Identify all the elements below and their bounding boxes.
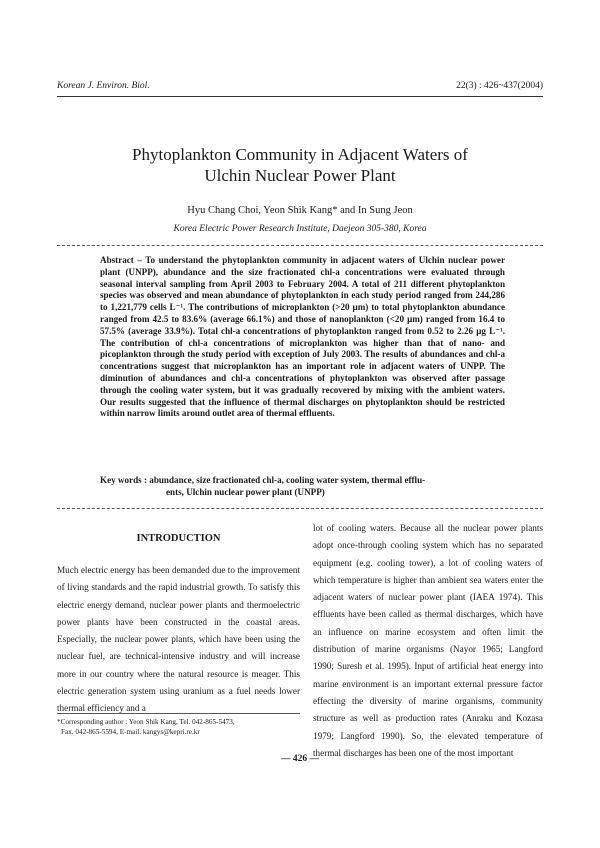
journal-name: Korean J. Environ. Biol. (57, 81, 150, 91)
paper-title (60, 144, 540, 186)
keywords-label: Key words : (100, 475, 147, 485)
abstract-top-rule (57, 245, 543, 246)
header-rule (57, 96, 543, 97)
keywords-line-1: abundance, size fractionated chl-a, cooling water system, thermal efflu- (149, 475, 426, 485)
title-line-1: Phytoplankton Community in Adjacent Waters of (132, 145, 468, 164)
keywords-bottom-rule (57, 508, 543, 509)
corresponding-author-footnote (57, 717, 300, 737)
footnote-line-2: Fax. 042-865-5594, E-mail. kangys@kepri.re.kr (61, 728, 200, 736)
keywords (100, 474, 505, 498)
page-number: — 426 — (281, 754, 319, 764)
volume-info: 22(3) : 426~437(2004) (456, 81, 543, 91)
affiliation: Korea Electric Power Research Institute, Daejeon 305-380, Korea (173, 224, 427, 234)
intro-right-column: lot of cooling waters. Because all the nuclear power plants adopt once-through cooling system which has no separated equipment (e.g. cooling tower), a lot of cooling waters of which temperature is higher than ambient sea waters enter the adjacent waters of nuclear power plant (IAEA 1974). This effluents have been called as thermal discharges, which have an influence on marine ecosystem and often limit the distribution of marine organisms (Nayor 1965; Langford 1990; Suresh et al. 1995). Input of artificial heat energy into marine environment is an important external pressure factor effecting the diversity of marine organisms, community structure as well as production rates (Anraku and Kozasa 1979; Langford 1990). So, the elevated temperature of thermal discharges has been one of the most important (313, 523, 543, 758)
abstract-label: Abstract (100, 255, 134, 265)
section-heading-introduction: INTRODUCTION (136, 533, 221, 544)
title-line-2: Ulchin Nuclear Power Plant (204, 166, 396, 185)
footnote-rule (57, 713, 300, 714)
keywords-line-2: ents, Ulchin nuclear power plant (UNPP) (166, 487, 325, 497)
abstract-text: – To understand the phytoplankton community in adjacent waters of Ulchin nuclear power plant (UNPP), abundance and the size fractionated chl-a concentrations were evaluated through seasonal interval sampling from April 2003 to February 2004. A total of 211 different phytoplankton species was observed and mean abundance of phytoplankton in each study period ranged from 244,286 to 1,221,779 cells L⁻¹. The contributions of microplankton (>20 μm) to total phytoplankton abundance ranged from 42.5 to 83.6% (average 66.1%) and those of nanoplankton (<20 μm) ranged from 16.4 to 57.5% (average 33.9%). Total chl-a concentrations of phytoplankton ranged from 0.52 to 2.26 μg L⁻¹. The contribution of chl-a concentrations of microplankton was higher than that of nano- and picoplankton through the study period with exception of July 2003. The results of abundances and chl-a concentrations suggest that microplankton has an important role in adjacent waters of UNPP. The diminution of abundances and chl-a concentrations of phytoplankton was observed after passage through the cooling water system, but it was gradually recovered by mixing with the ambient waters. Our results suggested that the influence of thermal discharges on phytoplankton should be restricted within narrow limits around outlet area of thermal effluents. (100, 255, 505, 419)
abstract (100, 255, 505, 420)
intro-left-column: Much electric energy has been demanded due to the improvement of living standards and the rapid industrial growth. To satisfy this electric energy demand, nuclear power plants and thermoelectric power plants have been constructed in the coastal areas. Especially, the nuclear power plants, which have been using the nuclear fuel, are technical-intensive industry and will increase more in our country where the natural resource is meager. This electric generation system using uranium as a fuel needs lower thermal efficiency and a (57, 565, 300, 714)
author-list: Hyu Chang Choi, Yeon Shik Kang* and In Sung Jeon (187, 205, 413, 216)
footnote-line-1: *Corresponding author : Yeon Shik Kang, Tel. 042-865-5473, (57, 718, 235, 726)
